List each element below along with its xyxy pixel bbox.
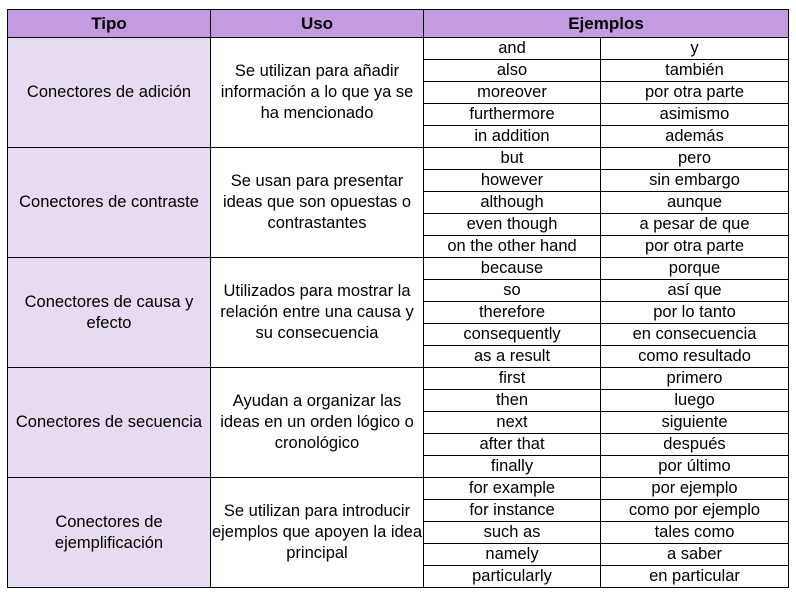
example-spanish-cell: siguiente xyxy=(601,412,789,434)
example-english-cell: in addition xyxy=(424,126,601,148)
example-spanish-cell: como por ejemplo xyxy=(601,500,789,522)
example-english-cell: but xyxy=(424,148,601,170)
example-english-cell: for example xyxy=(424,478,601,500)
example-spanish-cell: también xyxy=(601,60,789,82)
table-row xyxy=(8,258,789,280)
example-english-cell: and xyxy=(424,38,601,60)
connector-type-cell: Conectores de contraste xyxy=(8,148,211,258)
example-english-cell: because xyxy=(424,258,601,280)
connector-type-cell: Conectores de secuencia xyxy=(8,368,211,478)
header-uso: Uso xyxy=(211,10,424,38)
example-english-cell: although xyxy=(424,192,601,214)
header-row xyxy=(8,10,789,38)
example-english-cell: moreover xyxy=(424,82,601,104)
example-english-cell: next xyxy=(424,412,601,434)
example-spanish-cell: y xyxy=(601,38,789,60)
example-english-cell: so xyxy=(424,280,601,302)
example-spanish-cell: por otra parte xyxy=(601,236,789,258)
example-english-cell: even though xyxy=(424,214,601,236)
example-spanish-cell: como resultado xyxy=(601,346,789,368)
connector-type-cell: Conectores de adición xyxy=(8,38,211,148)
example-english-cell: particularly xyxy=(424,566,601,588)
example-spanish-cell: pero xyxy=(601,148,789,170)
example-spanish-cell: tales como xyxy=(601,522,789,544)
connectors-table xyxy=(7,9,789,588)
example-spanish-cell: así que xyxy=(601,280,789,302)
example-spanish-cell: por ejemplo xyxy=(601,478,789,500)
connector-type-cell: Conectores de ejemplificación xyxy=(8,478,211,588)
example-english-cell: finally xyxy=(424,456,601,478)
table-row xyxy=(8,368,789,390)
example-english-cell: therefore xyxy=(424,302,601,324)
header-ejemplos: Ejemplos xyxy=(424,10,789,38)
example-english-cell: first xyxy=(424,368,601,390)
example-english-cell: also xyxy=(424,60,601,82)
example-spanish-cell: después xyxy=(601,434,789,456)
example-english-cell: such as xyxy=(424,522,601,544)
example-spanish-cell: además xyxy=(601,126,789,148)
connector-usage-cell: Utilizados para mostrar la relación entre una causa y su consecuencia xyxy=(211,258,424,368)
connector-usage-cell: Se utilizan para añadir información a lo que ya se ha mencionado xyxy=(211,38,424,148)
example-spanish-cell: luego xyxy=(601,390,789,412)
example-spanish-cell: asimismo xyxy=(601,104,789,126)
table-header xyxy=(8,10,789,38)
connector-usage-cell: Se usan para presentar ideas que son opuestas o contrastantes xyxy=(211,148,424,258)
example-spanish-cell: por lo tanto xyxy=(601,302,789,324)
example-spanish-cell: en consecuencia xyxy=(601,324,789,346)
example-spanish-cell: por otra parte xyxy=(601,82,789,104)
header-tipo: Tipo xyxy=(8,10,211,38)
table-row xyxy=(8,38,789,60)
example-english-cell: on the other hand xyxy=(424,236,601,258)
connector-usage-cell: Ayudan a organizar las ideas en un orden lógico o cronológico xyxy=(211,368,424,478)
example-spanish-cell: a saber xyxy=(601,544,789,566)
example-english-cell: furthermore xyxy=(424,104,601,126)
table-body xyxy=(8,38,789,588)
example-english-cell: after that xyxy=(424,434,601,456)
example-spanish-cell: porque xyxy=(601,258,789,280)
table-row xyxy=(8,148,789,170)
example-english-cell: as a result xyxy=(424,346,601,368)
example-english-cell: then xyxy=(424,390,601,412)
example-english-cell: for instance xyxy=(424,500,601,522)
example-spanish-cell: primero xyxy=(601,368,789,390)
example-spanish-cell: sin embargo xyxy=(601,170,789,192)
example-spanish-cell: a pesar de que xyxy=(601,214,789,236)
example-spanish-cell: por último xyxy=(601,456,789,478)
example-spanish-cell: aunque xyxy=(601,192,789,214)
connector-type-cell: Conectores de causa y efecto xyxy=(8,258,211,368)
example-english-cell: namely xyxy=(424,544,601,566)
connector-usage-cell: Se utilizan para introducir ejemplos que apoyen la idea principal xyxy=(211,478,424,588)
example-english-cell: however xyxy=(424,170,601,192)
table-row xyxy=(8,478,789,500)
example-english-cell: consequently xyxy=(424,324,601,346)
example-spanish-cell: en particular xyxy=(601,566,789,588)
